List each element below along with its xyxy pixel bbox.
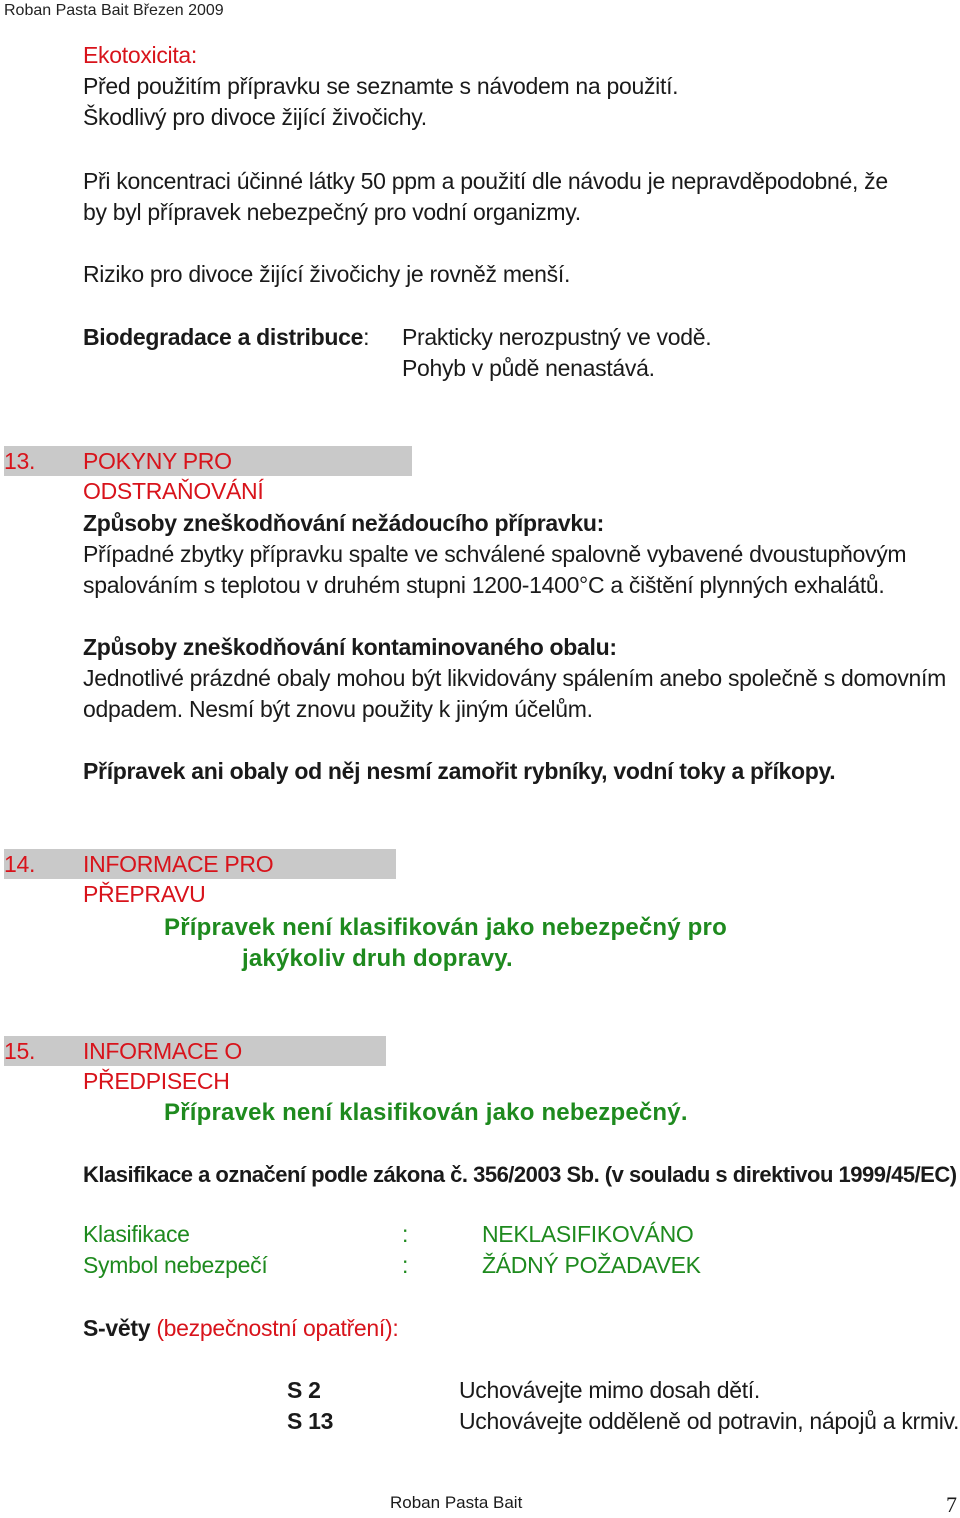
classification-label: Klasifikace (83, 1221, 190, 1247)
ekotoxicita-heading: Ekotoxicita: (83, 42, 198, 68)
section-title: POKYNY PRO ODSTRAŇOVÁNÍ (83, 448, 264, 504)
s-phrase-code: S 2 (287, 1377, 321, 1403)
hazard-symbol-value: ŽÁDNÝ POŽADAVEK (482, 1252, 701, 1278)
footer-name: Roban Pasta Bait (390, 1493, 523, 1512)
disposal-product-heading: Způsoby zneškodňování nežádoucího přípravku: (83, 510, 604, 536)
transport-notice: Přípravek není klasifikován jako nebezpečný pro (164, 914, 727, 941)
biodegradace-value: Prakticky nerozpustný ve vodě. (402, 324, 712, 350)
disposal-product-text: Případné zbytky přípravku spalte ve schválené spalovně vybavené dvoustupňovým (83, 541, 907, 567)
classification-sep: : (402, 1221, 409, 1247)
s-phrase-text: Uchovávejte odděleně od potravin, nápojů a krmiv. (459, 1408, 960, 1434)
section-number: 13. (4, 448, 36, 474)
section-15-heading (4, 1036, 386, 1094)
s-phrase-code: S 13 (287, 1408, 334, 1434)
pollution-warning: Přípravek ani obaly od něj nesmí zamořit rybníky, vodní toky a příkopy. (83, 758, 836, 784)
ekotox-line: Před použitím přípravku se seznamte s návodem na použití. (83, 73, 679, 99)
ekotox-line: Škodlivý pro divoce žijící živočichy. (83, 104, 427, 130)
transport-notice: jakýkoliv druh dopravy. (242, 945, 513, 972)
biodegradace-label: Biodegradace a distribuce: (83, 324, 370, 350)
hazard-symbol-label: Symbol nebezpečí (83, 1252, 268, 1278)
disposal-packaging-text: odpadem. Nesmí být znovu použity k jiným účelům. (83, 696, 593, 722)
ekotox-para: by byl přípravek nebezpečný pro vodní organizmy. (83, 199, 581, 225)
s-phrases-heading: S-věty (bezpečnostní opatření): (83, 1315, 399, 1341)
section-14-heading (4, 849, 396, 907)
disposal-product-text: spalováním s teplotou v druhém stupni 1200-1400°C a čištění plynných exhalátů. (83, 572, 885, 598)
regulation-notice: Přípravek není klasifikován jako nebezpečný. (164, 1099, 688, 1126)
law-reference: Klasifikace a označení podle zákona č. 356/2003 Sb. (v souladu s direktivou 1999/45/EC) (83, 1162, 957, 1187)
section-title: INFORMACE O PŘEDPISECH (83, 1038, 242, 1094)
hazard-symbol-sep: : (402, 1252, 409, 1278)
biodegradace-value: Pohyb v půdě nenastává. (402, 355, 655, 381)
s-phrase-text: Uchovávejte mimo dosah dětí. (459, 1377, 760, 1403)
page-header: Roban Pasta Bait Březen 2009 (4, 2, 224, 19)
section-number: 15. (4, 1038, 36, 1064)
ekotox-para: Riziko pro divoce žijící živočichy je rovněž menší. (83, 261, 571, 287)
section-number: 14. (4, 851, 36, 877)
disposal-packaging-heading: Způsoby zneškodňování kontaminovaného obalu: (83, 634, 617, 660)
ekotox-para: Při koncentraci účinné látky 50 ppm a použití dle návodu je nepravděpodobné, že (83, 168, 888, 194)
section-title: INFORMACE PRO PŘEPRAVU (83, 851, 274, 907)
section-13-heading (4, 446, 412, 504)
page-number: 7 (946, 1492, 957, 1517)
classification-value: NEKLASIFIKOVÁNO (482, 1221, 694, 1247)
disposal-packaging-text: Jednotlivé prázdné obaly mohou být likvidovány spálením anebo společně s domovním (83, 665, 946, 691)
